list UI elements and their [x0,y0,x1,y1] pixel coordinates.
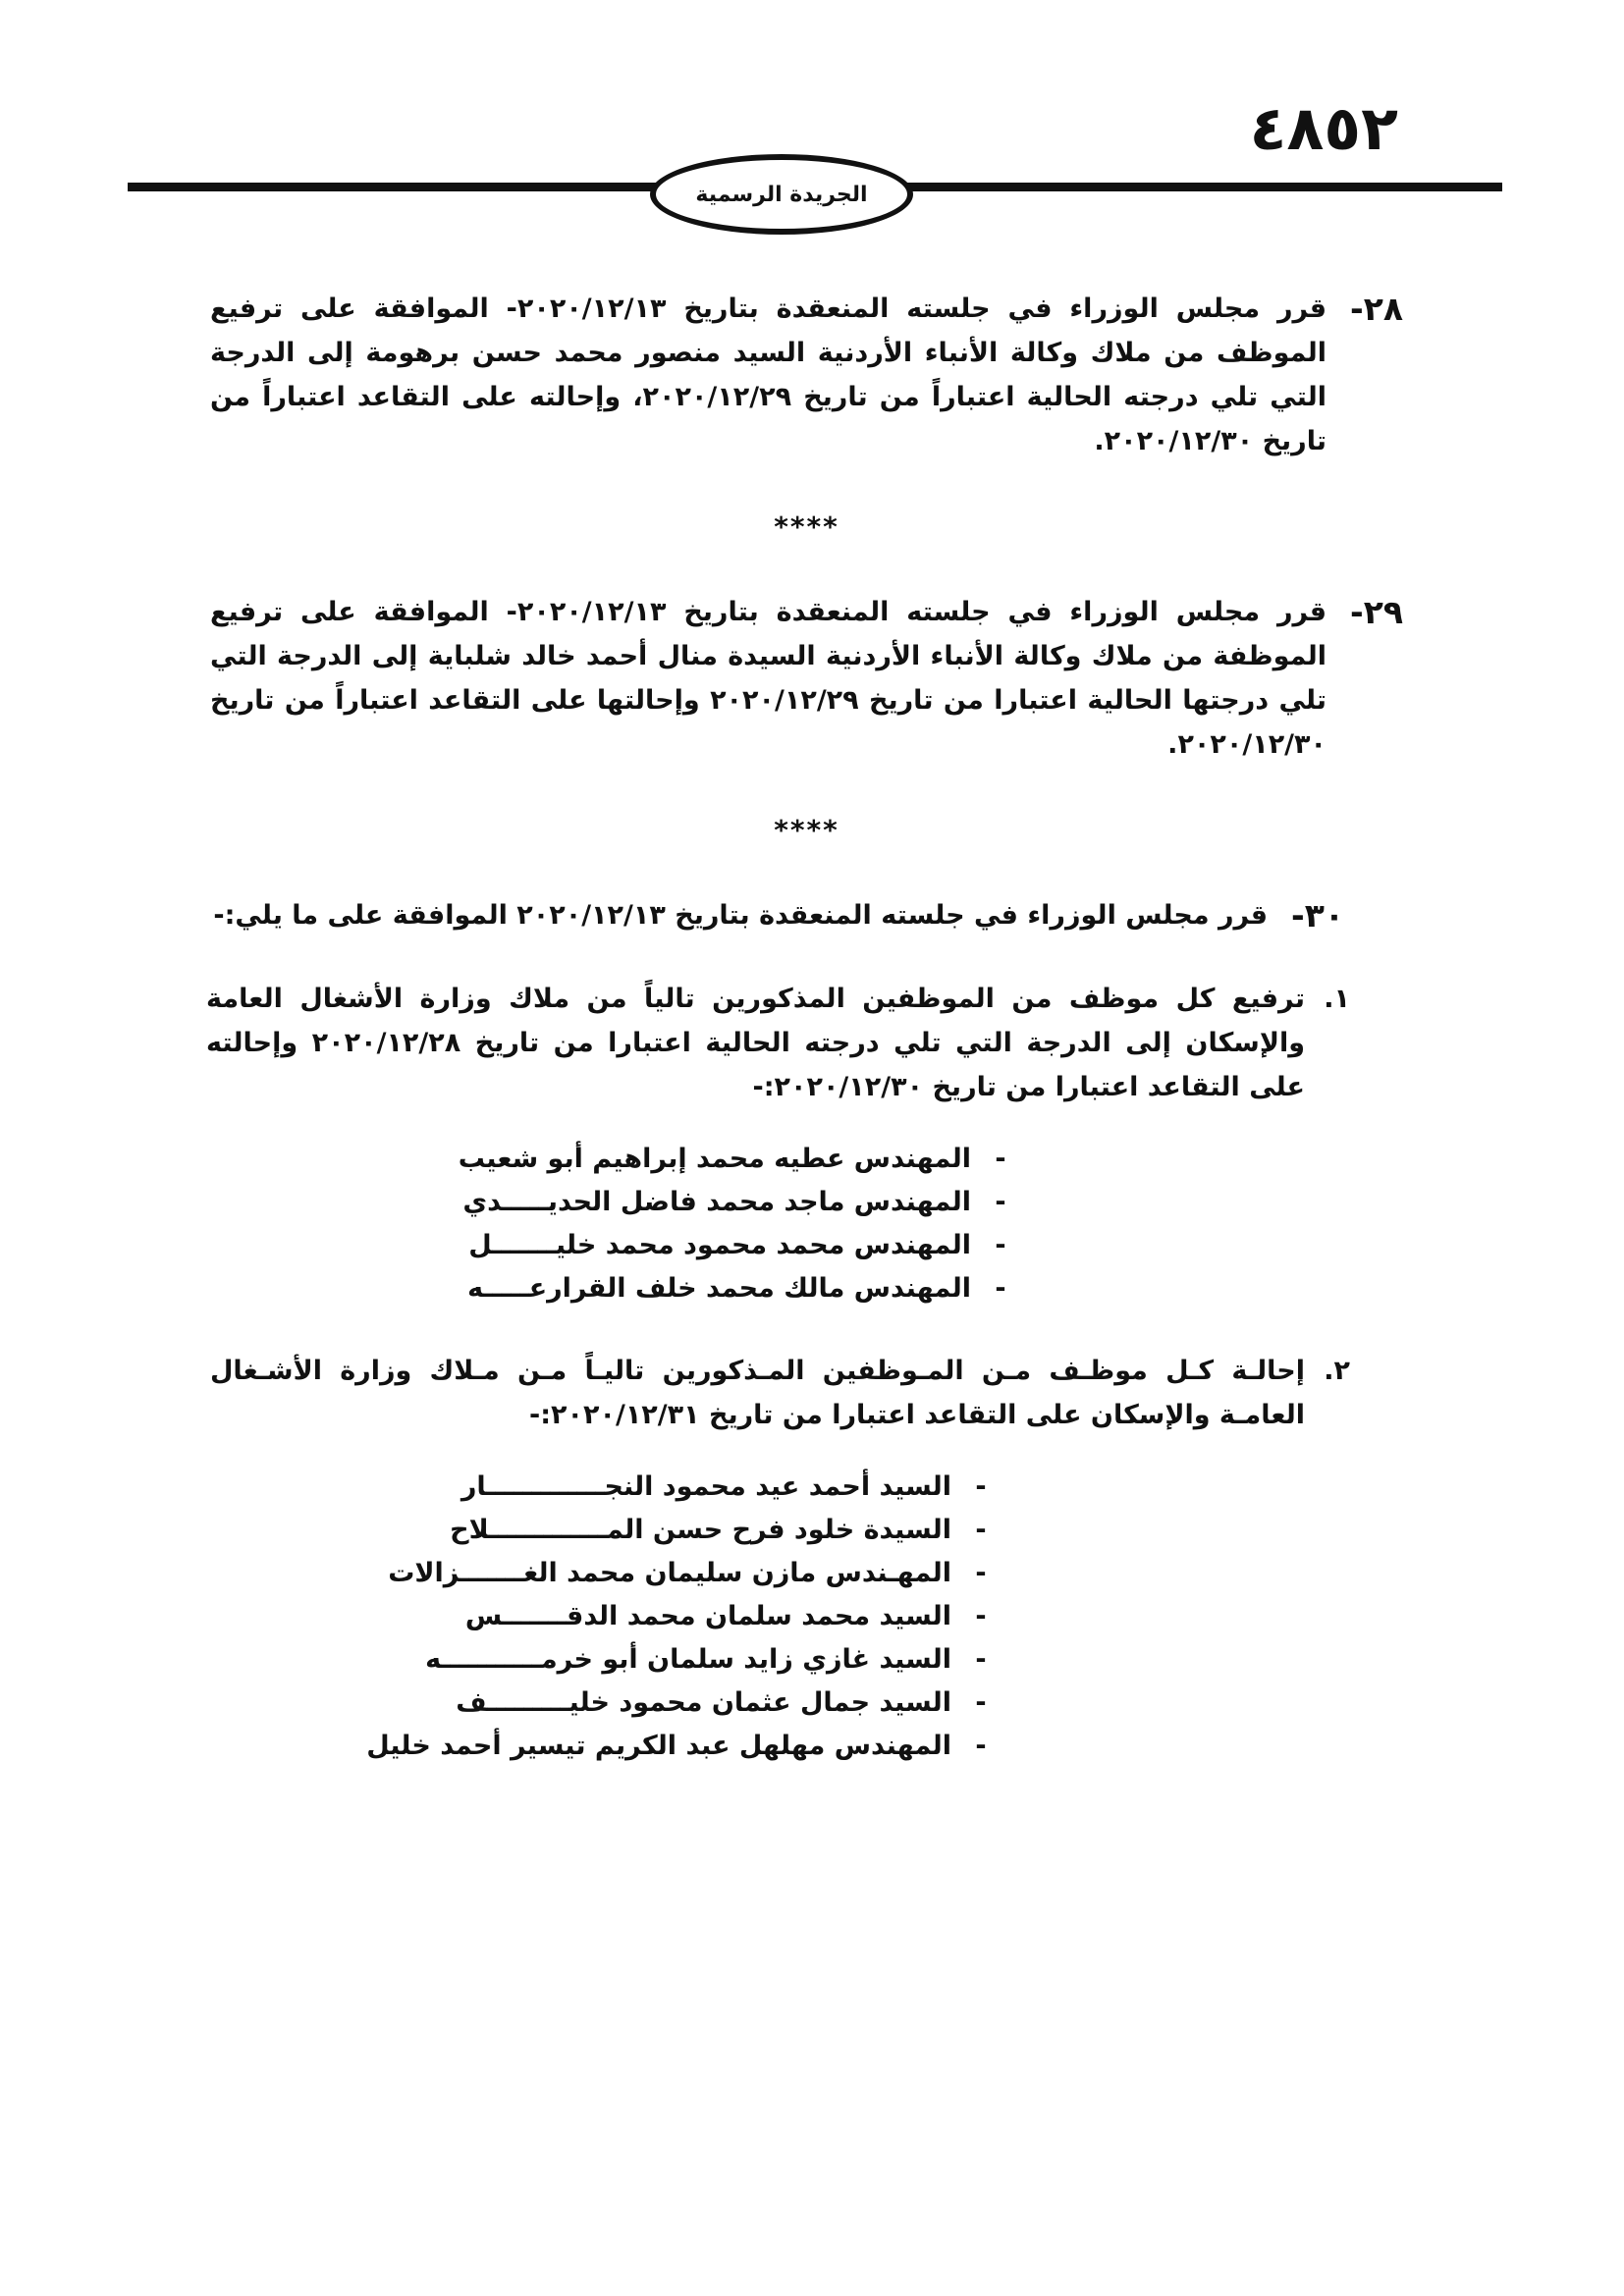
decision-text: قرر مجلس الوزراء في جلسته المنعقدة بتاريخ ٢٠٢٠/١٢/١٣- الموافقة على ترفيع الموظفة من ملاك وكالة الأنباء الأردنية السيدة منال أحمد خالد شلباية إلى الدرجة التي تلي درجتها الحالية اعتبارا من تاريخ ٢٠٢٠/١٢/٢٩ وإحالتها على التقاعد اعتباراً من تاريخ ٢٠٢٠/١٢/٣٠. [210,597,1326,760]
bullet: - [995,1272,1006,1304]
decision-number: ٢٨- [1350,290,1403,328]
list-item [210,1465,1010,1508]
bullet: - [975,1514,987,1545]
person-name: المهندس ماجد محمد فاضل الحديـــــدي [462,1186,971,1217]
bullet: - [995,1143,1006,1174]
person-name: المهندس مهلهل عبد الكريم تيسير أحمد خليل [366,1730,951,1761]
bullet: - [975,1600,987,1631]
person-name: المهندس عطيه محمد إبراهيم أبو شعيب [458,1143,971,1174]
decision-29 [210,590,1403,767]
document-body [206,287,1403,1767]
page-number: ٤٨٥٢ [1249,92,1398,164]
decision-number: ٣٠- [1291,896,1344,934]
item-text: ترفيع كل موظف من الموظفين المذكورين تالياً من ملاك وزارة الأشغال العامة والإسكان إلى الدرجة التي تلي درجته الحالية اعتبارا من تاريخ ٢٠٢٠/١٢/٢٨ وإحالته على التقاعد اعتبارا من تاريخ ٢٠٢٠/١٢/٣٠:- [206,984,1305,1102]
person-name: المهندس مالك محمد خلف القرارعـــــه [467,1272,971,1304]
decision-28 [210,287,1403,463]
person-name: السيد أحمد عيد محمود النجـــــــــــــار [460,1470,951,1502]
list-item [210,1594,1010,1637]
list-item [210,1724,1010,1767]
person-name: السيد جمال عثمان محمود خليـــــــــف [456,1686,951,1718]
person-name: السيد محمد سلمان محمد الدقـــــــس [464,1600,951,1631]
gazette-title: الجريدة الرسمية [695,182,868,207]
list-item [210,1266,1030,1309]
person-name: السيد غازي زايد سلمان أبو خرمـــــــــــه [425,1643,951,1675]
decision-30 [210,893,1344,937]
bullet: - [975,1730,987,1761]
list-item [210,1137,1030,1180]
decision-text: قرر مجلس الوزراء في جلسته المنعقدة بتاريخ ٢٠٢٠/١٢/١٣- الموافقة على ترفيع الموظف من ملاك وكالة الأنباء الأردنية السيد منصور محمد حسن برهومة إلى الدرجة التي تلي درجته الحالية اعتباراً من تاريخ ٢٠٢٠/١٢/٢٩، وإحالته على التقاعد اعتباراً من تاريخ ٢٠٢٠/١٢/٣٠. [210,294,1326,456]
decision-text: قرر مجلس الوزراء في جلسته المنعقدة بتاريخ ٢٠٢٠/١٢/١٣ الموافقة على ما يلي:- [213,900,1268,931]
item-text: إحالـة كـل موظـف مـن المـوظفين المـذكورين تاليـاً مـن مـلاك وزارة الأشـغال العامـة والإسكان على التقاعد اعتبارا من تاريخ ٢٠٢٠/١٢/٣١:- [210,1356,1305,1430]
item-1 [206,977,1354,1109]
separator: **** [774,510,839,543]
bullet: - [975,1686,987,1718]
bullet: - [975,1470,987,1502]
bullet: - [995,1186,1006,1217]
decision-number: ٢٩- [1350,593,1403,631]
gazette-title-badge [650,154,913,235]
list-item [210,1223,1030,1266]
names-list-2 [210,1465,1010,1767]
separator: **** [774,814,839,846]
bullet: - [975,1643,987,1675]
item-2 [210,1349,1354,1437]
item-number: ٢. [1324,1356,1350,1386]
bullet: - [975,1557,987,1588]
item-number: ١. [1324,984,1350,1014]
list-item [210,1508,1010,1551]
list-item [210,1180,1030,1223]
list-item [210,1551,1010,1594]
person-name: المهندس محمد محمود محمد خليـــــــل [468,1229,971,1260]
bullet: - [995,1229,1006,1260]
list-item [210,1637,1010,1681]
list-item [210,1681,1010,1724]
person-name: السيدة خلود فرح حسن المـــــــــــــلاح [450,1514,951,1545]
names-list-1 [210,1137,1030,1309]
person-name: المهـندس مازن سليمان محمد الغـــــــزالات [388,1557,951,1588]
